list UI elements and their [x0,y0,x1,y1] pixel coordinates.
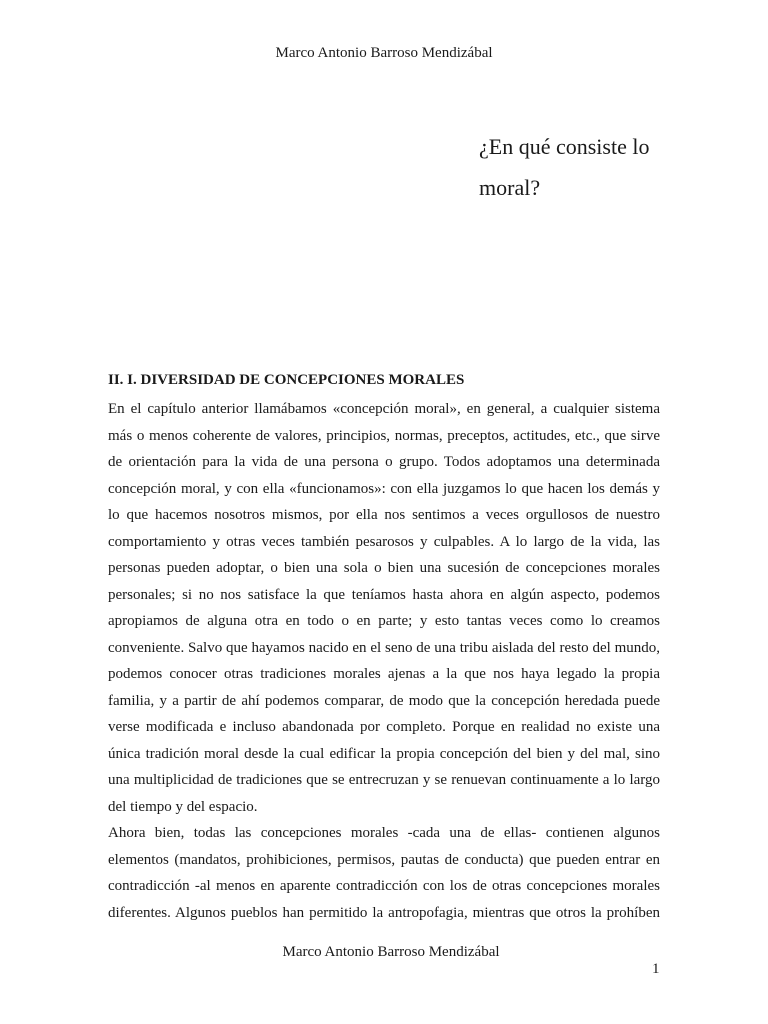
body-text [108,396,660,926]
page-header-author: Marco Antonio Barroso Mendizábal [275,45,493,61]
chapter-title-line-1: ¿En qué consiste lo [479,134,650,159]
section-heading: II. I. DIVERSIDAD DE CONCEPCIONES MORALES [108,372,465,388]
text-line: diferentes. Algunos pueblos han permitido la antropofagia, mientras que otros la prohíben [108,904,660,921]
text-line: Ahora bien, todas las concepciones morales -cada una de ellas- contienen algunos [108,825,660,841]
text-line: elementos (mandatos, prohibiciones, permisos, pautas de conducta) que pueden entrar en [108,851,660,868]
text-line: En el capítulo anterior llamábamos «concepción moral», en general, a cualquier sistema [108,401,660,417]
paragraph-1 [108,396,660,820]
text-line: personales; si no nos satisface la que teníamos hasta ahora en algún aspecto, podemos [108,586,660,603]
text-line: verse modificada e incluso abandonada por completo. Porque en realidad no existe una [108,719,660,735]
text-line: una multiplicidad de tradiciones que se entrecruzan y se renuevan continuamente a lo largo [108,772,660,788]
chapter-title-line-2: moral? [479,175,541,200]
text-line: apropiamos de alguna otra en todo o en parte; y esto tantas veces como lo creamos [108,613,660,629]
text-line: familia, y a partir de ahí podemos comparar, de modo que la concepción heredada puede [108,692,660,709]
text-line: comportamiento y otras veces también pesarosos y culpables. A lo largo de la vida, las [108,533,660,550]
text-line: única tradición moral desde la cual edificar la propia concepción del bien y del mal, sino [108,745,660,762]
text-line: de orientación para la vida de una persona o grupo. Todos adoptamos una determinada [108,454,660,470]
text-line: concepción moral, y con ella «funcionamos»: con ella juzgamos lo que hacen los demás y [108,480,660,497]
text-line: personas pueden adoptar, o bien una sola o bien una sucesión de concepciones morales [108,560,660,576]
text-line: lo que hacemos nosotros mismos, por ella nos sentimos a veces orgullosos de nuestro [108,507,660,523]
text-line: del tiempo y del espacio. [108,798,258,815]
chapter-title [479,126,739,208]
paragraph-2 [108,820,660,926]
text-line: podemos conocer otras tradiciones morales ajenas a la que nos haya legado la propia [108,666,660,682]
page-number: 1 [652,961,660,977]
page-footer-author: Marco Antonio Barroso Mendizábal [282,944,500,960]
text-line: conveniente. Salvo que hayamos nacido en el seno de una tribu aislada del resto del mundo, [108,639,660,656]
text-line: más o menos coherente de valores, principios, normas, preceptos, actitudes, etc., que sirve [108,427,660,444]
text-line: contradicción -al menos en aparente contradicción con los de otras concepciones morales [108,878,660,894]
